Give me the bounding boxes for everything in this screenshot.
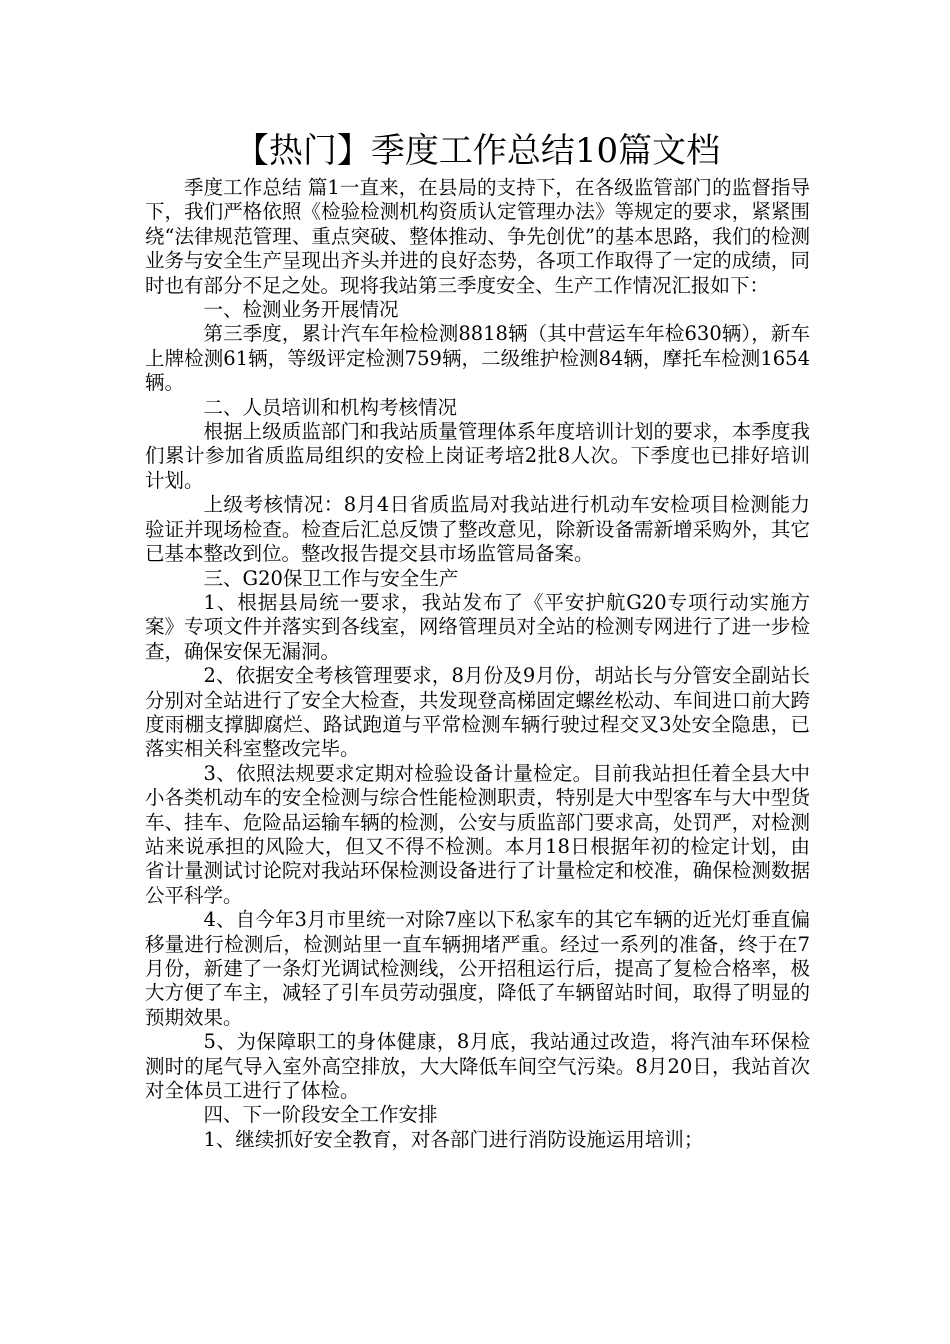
numbered-paragraph: 4、自今年3月市里统一对除7座以下私家车的其它车辆的近光灯垂直偏移量进行检测后，检测站里一直车辆拥堵严重。经过一系列的准备，终于在7月份，新建了一条灯光调试检测线，公开招租运行后，提高了复检合格率，极大方便了车主，减轻了引车员劳动强度，降低了车辆留站时间，取得了明显的预期效果。 — [145, 908, 810, 1029]
document-title: 【热门】季度工作总结10篇文档 — [234, 131, 721, 171]
numbered-paragraph: 2、依据安全考核管理要求，8月份及9月份，胡站长与分管安全副站长分别对全站进行了安全大检查，共发现登高梯固定螺丝松动、车间进口前大跨度雨棚支撑脚腐烂、路试跑道与平常检测车辆行驶过程交叉3处安全隐患，已落实相关科室整改完毕。 — [145, 664, 810, 761]
numbered-paragraph: 5、为保障职工的身体健康，8月底，我站通过改造，将汽油车环保检测时的尾气导入室外高空排放，大大降低车间空气污染。8月20日，我站首次对全体员工进行了体检。 — [145, 1030, 810, 1103]
section-paragraph: 三、G20保卫工作与安全生产 — [203, 566, 459, 590]
section-paragraph: 根据上级质监部门和我站质量管理体系年度培训计划的要求，本季度我们累计参加省质监局组织的安检上岗证考培2批8人次。下季度也已排好培训计划。 — [145, 420, 810, 492]
numbered-paragraph: 第三季度，累计汽车年检检测8818辆（其中营运车年检630辆），新车上牌检测61辆，等级评定检测759辆，二级维护检测84辆，摩托车检测1654辆。 — [145, 322, 810, 395]
numbered-paragraph: 1、根据县局统一要求，我站发布了《平安护航G20专项行动实施方案》专项文件并落实到各线室，网络管理员对全站的检测专网进行了进一步检查，确保安保无漏洞。 — [145, 590, 810, 663]
document-body — [145, 176, 810, 1152]
section-paragraph: 二、人员培训和机构考核情况 — [203, 395, 458, 419]
document-page — [145, 130, 810, 1152]
section-paragraph: 一、检测业务开展情况 — [203, 298, 399, 322]
section-paragraph: 四、下一阶段安全工作安排 — [203, 1103, 438, 1127]
numbered-paragraph: 3、依照法规要求定期对检验设备计量检定。目前我站担任着全县大中小各类机动车的安全检测与综合性能检测职责，特别是大中型客车与大中型货车、挂车、危险品运输车辆的检测，公安与质监部门要求高，处罚严，对检测站来说承担的风险大，但又不得不检测。本月18日根据年初的检定计划，由省计量测试讨论院对我站环保检测设备进行了计量检定和校准，确保检测数据公平科学。 — [145, 761, 810, 907]
body-paragraph: 季度工作总结 篇1一直来，在县局的支持下，在各级监管部门的监督指导下，我们严格依照《检验检测机构资质认定管理办法》等规定的要求，紧紧围绕“法律规范管理、重点突破、整体推动、争先创优”的基本思路，我们的检测业务与安全生产呈现出齐头并进的良好态势，各项工作取得了一定的成绩，同时也有部分不足之处。现将我站第三季度安全、生产工作情况汇报如下： — [145, 176, 810, 297]
section-paragraph: 1、继续抓好安全教育，对各部门进行消防设施运用培训； — [203, 1127, 704, 1151]
section-paragraph: 上级考核情况：8月4日省质监局对我站进行机动车安检项目检测能力验证并现场检查。检查后汇总反馈了整改意见，除新设备需新增采购外，其它已基本整改到位。整改报告提交县市场监管局备案。 — [145, 493, 810, 566]
